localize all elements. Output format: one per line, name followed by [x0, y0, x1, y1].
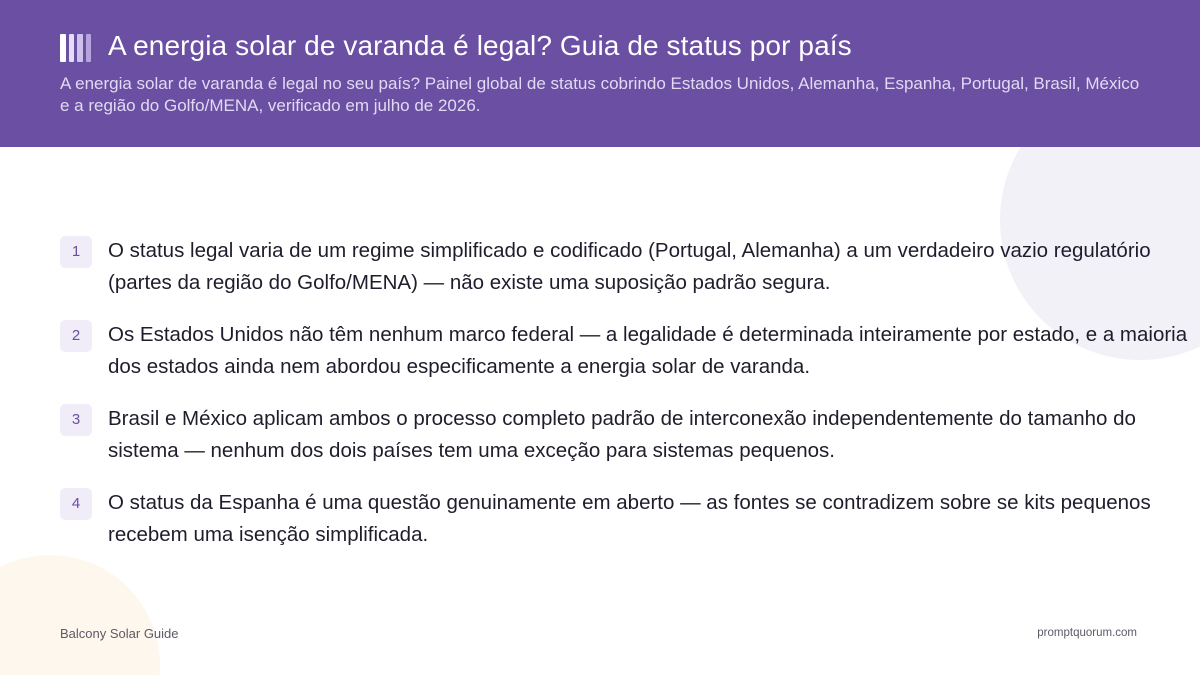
list-item	[60, 235, 1190, 299]
footer-brand: Balcony Solar Guide	[60, 626, 179, 641]
page-title: A energia solar de varanda é legal? Guia de status por país	[108, 30, 852, 61]
point-text: O status da Espanha é uma questão genuinamente em aberto — as fontes se contradizem sobre se kits pequenos recebem uma isenção simplificada.	[108, 491, 1151, 546]
list-item	[60, 403, 1190, 467]
point-text: Brasil e México aplicam ambos o processo completo padrão de interconexão independentemente do tamanho do sistema — nenhum dos dois países tem uma exceção para sistemas pequenos.	[108, 407, 1136, 462]
footer-site: promptquorum.com	[1037, 627, 1137, 639]
logo-bar	[77, 34, 83, 62]
number-badge: 1	[60, 236, 92, 268]
logo-bar	[60, 34, 66, 62]
logo-bar	[69, 34, 75, 62]
number-badge: 2	[60, 320, 92, 352]
point-text: Os Estados Unidos não têm nenhum marco federal — a legalidade é determinada inteiramente por estado, e a maioria dos estados ainda nem abordou especificamente a energia solar de varanda.	[108, 323, 1188, 378]
vertical-bars-logo-icon	[60, 34, 94, 62]
logo-bar	[86, 34, 92, 62]
header-banner	[0, 0, 1200, 147]
number-badge: 3	[60, 404, 92, 436]
page-subtitle: A energia solar de varanda é legal no seu país? Painel global de status cobrindo Estados Unidos, Alemanha, Espanha, Portugal, Brasil, México e a região do Golfo/MENA, verificado em julho de 2026.	[60, 74, 1140, 115]
key-points-list	[60, 235, 1190, 571]
number-badge: 4	[60, 488, 92, 520]
decorative-circle	[0, 555, 160, 675]
list-item	[60, 487, 1190, 551]
list-item	[60, 319, 1190, 383]
point-text: O status legal varia de um regime simplificado e codificado (Portugal, Alemanha) a um verdadeiro vazio regulatório (partes da região do Golfo/MENA) — não existe uma suposição padrão segura.	[108, 239, 1151, 294]
